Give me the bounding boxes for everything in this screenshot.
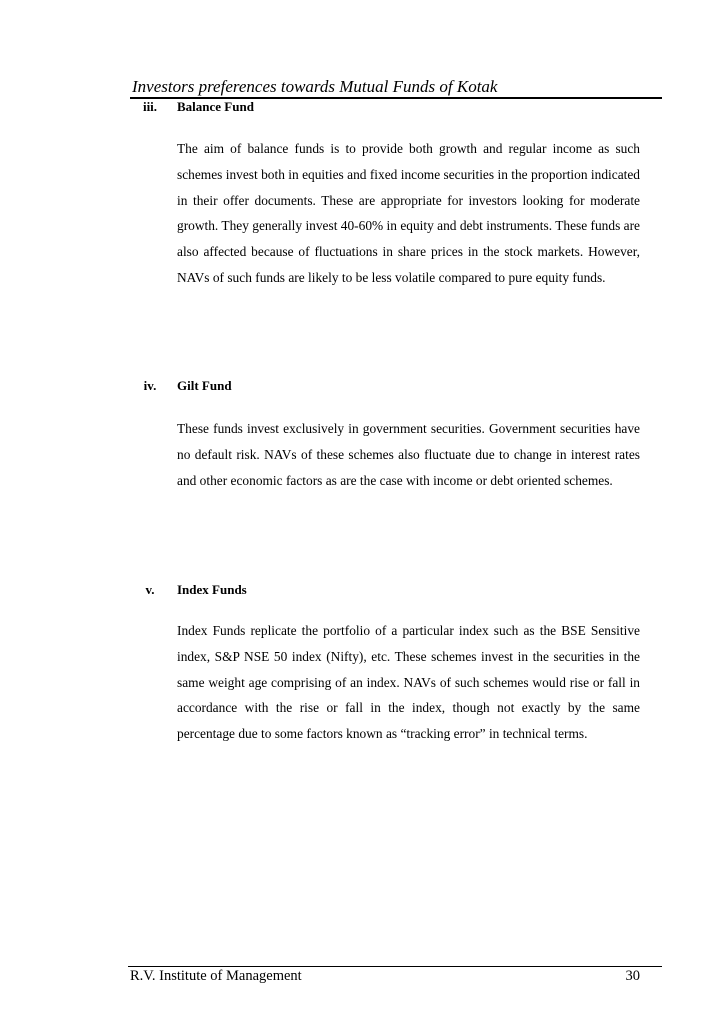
section-number: iv. [143, 378, 157, 393]
page-number: 30 [625, 968, 640, 984]
footer-rule [128, 966, 662, 967]
section-paragraph: Index Funds replicate the portfolio of a particular index such as the BSE Sensitive index, S&P NSE 50 index (Nifty), etc. These schemes invest in the securities in the same weight age comprising of an index. NAVs of such schemes would rise or fall in accordance with the rise or fall in the index, though not exactly by the same percentage due to some factors known as “tracking error” in technical terms. [177, 623, 640, 742]
section-number: iii. [142, 99, 158, 114]
section-number: v. [145, 582, 155, 597]
section-title: Gilt Fund [177, 378, 232, 393]
header-title: Investors preferences towards Mutual Funds of Kotak [132, 77, 498, 96]
section-title: Index Funds [177, 582, 247, 597]
section-paragraph: These funds invest exclusively in government securities. Government securities have no default risk. NAVs of these schemes also fluctuate due to change in interest rates and other economic factors as are the case with income or debt oriented schemes. [177, 421, 640, 488]
section-title: Balance Fund [177, 99, 254, 114]
footer-institute: R.V. Institute of Management [130, 968, 302, 984]
section-paragraph: The aim of balance funds is to provide both growth and regular income as such schemes invest both in equities and fixed income securities in the proportion indicated in their offer documents. These are appropriate for investors looking for moderate growth. They generally invest 40-60% in equity and debt instruments. These funds are also affected because of fluctuations in share prices in the stock markets. However, NAVs of such funds are likely to be less volatile compared to pure equity funds. [177, 141, 640, 285]
